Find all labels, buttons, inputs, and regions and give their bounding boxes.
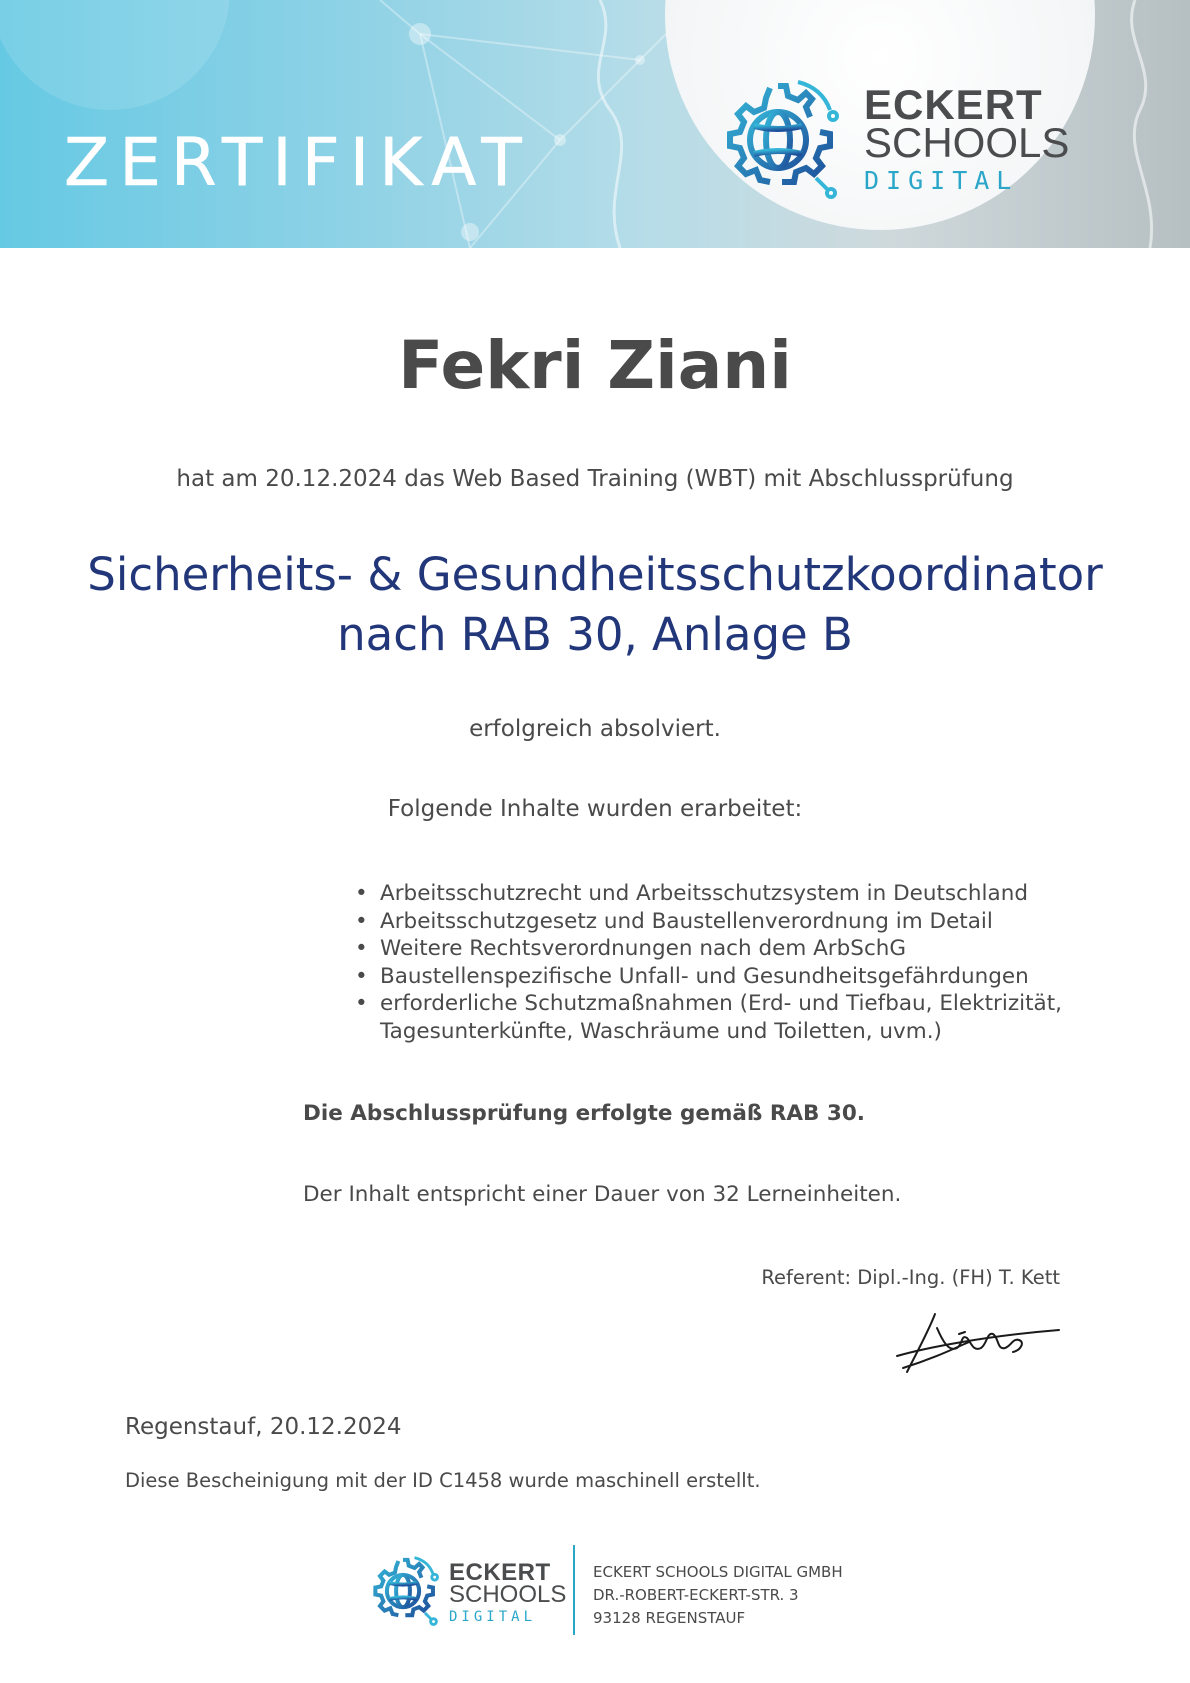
footer-divider: [573, 1545, 575, 1635]
handwritten-signature: [895, 1308, 1065, 1380]
contents-heading: Folgende Inhalte wurden erarbeitet:: [387, 796, 803, 822]
recipient-name: Fekri Ziani: [398, 327, 792, 404]
referent-label: Referent: Dipl.-Ing. (FH) T. Kett: [761, 1266, 1060, 1289]
gear-globe-icon: [712, 74, 844, 206]
logo-text-schools: SCHOOLS: [864, 119, 1070, 166]
logo-text-eckert: ECKERT: [864, 81, 1043, 128]
completed-text: erfolgreich absolviert.: [469, 716, 721, 742]
course-title-line2: nach RAB 30, Anlage B: [337, 608, 853, 661]
footer-logo-text: [449, 1561, 566, 1624]
list-item: • Arbeitsschutzgesetz und Baustellenverordnung im Detail: [355, 908, 1075, 936]
certificate-footer: [363, 1545, 883, 1635]
gear-globe-icon: [365, 1553, 441, 1629]
course-title-line1: Sicherheits- & Gesundheitsschutzkoordinator: [87, 548, 1103, 601]
logo-text-digital: DIGITAL: [864, 166, 1019, 195]
contents-list: [355, 880, 1075, 1045]
intro-text: hat am 20.12.2024 das Web Based Training (WBT) mit Abschlussprüfung: [176, 466, 1014, 492]
eckert-schools-logo: [712, 74, 1072, 208]
list-item: • erforderliche Schutzmaßnahmen (Erd- und Tiefbau, Elektrizität, Tagesunterkünfte, Waschräume und Toiletten, uvm.): [355, 990, 1075, 1045]
footer-logo-eckert: ECKERT: [449, 1559, 551, 1586]
place-and-date: Regenstauf, 20.12.2024: [125, 1414, 402, 1440]
company-street: DR.-ROBERT-ECKERT-STR. 3: [593, 1586, 799, 1604]
company-name: ECKERT SCHOOLS DIGITAL GMBH: [593, 1563, 843, 1581]
company-address: [593, 1561, 843, 1630]
list-item: • Baustellenspezifische Unfall- und Gesundheitsgefährdungen: [355, 963, 1075, 991]
list-item: • Arbeitsschutzrecht und Arbeitsschutzsystem in Deutschland: [355, 880, 1075, 908]
machine-generated-note: Diese Bescheinigung mit der ID C1458 wurde maschinell erstellt.: [125, 1469, 761, 1492]
company-city: 93128 REGENSTAUF: [593, 1609, 746, 1627]
footer-logo-schools: SCHOOLS: [449, 1581, 567, 1608]
course-title: [0, 545, 1190, 665]
certificate-header: [0, 0, 1190, 248]
exam-note: Die Abschlussprüfung erfolgte gemäß RAB 30.: [303, 1101, 865, 1126]
duration-text: Der Inhalt entspricht einer Dauer von 32 Lerneinheiten.: [303, 1182, 902, 1207]
certificate-title: ZERTIFIKAT: [64, 124, 532, 201]
footer-logo-digital: DIGITAL: [449, 1609, 537, 1625]
list-item: • Weitere Rechtsverordnungen nach dem ArbSchG: [355, 935, 1075, 963]
